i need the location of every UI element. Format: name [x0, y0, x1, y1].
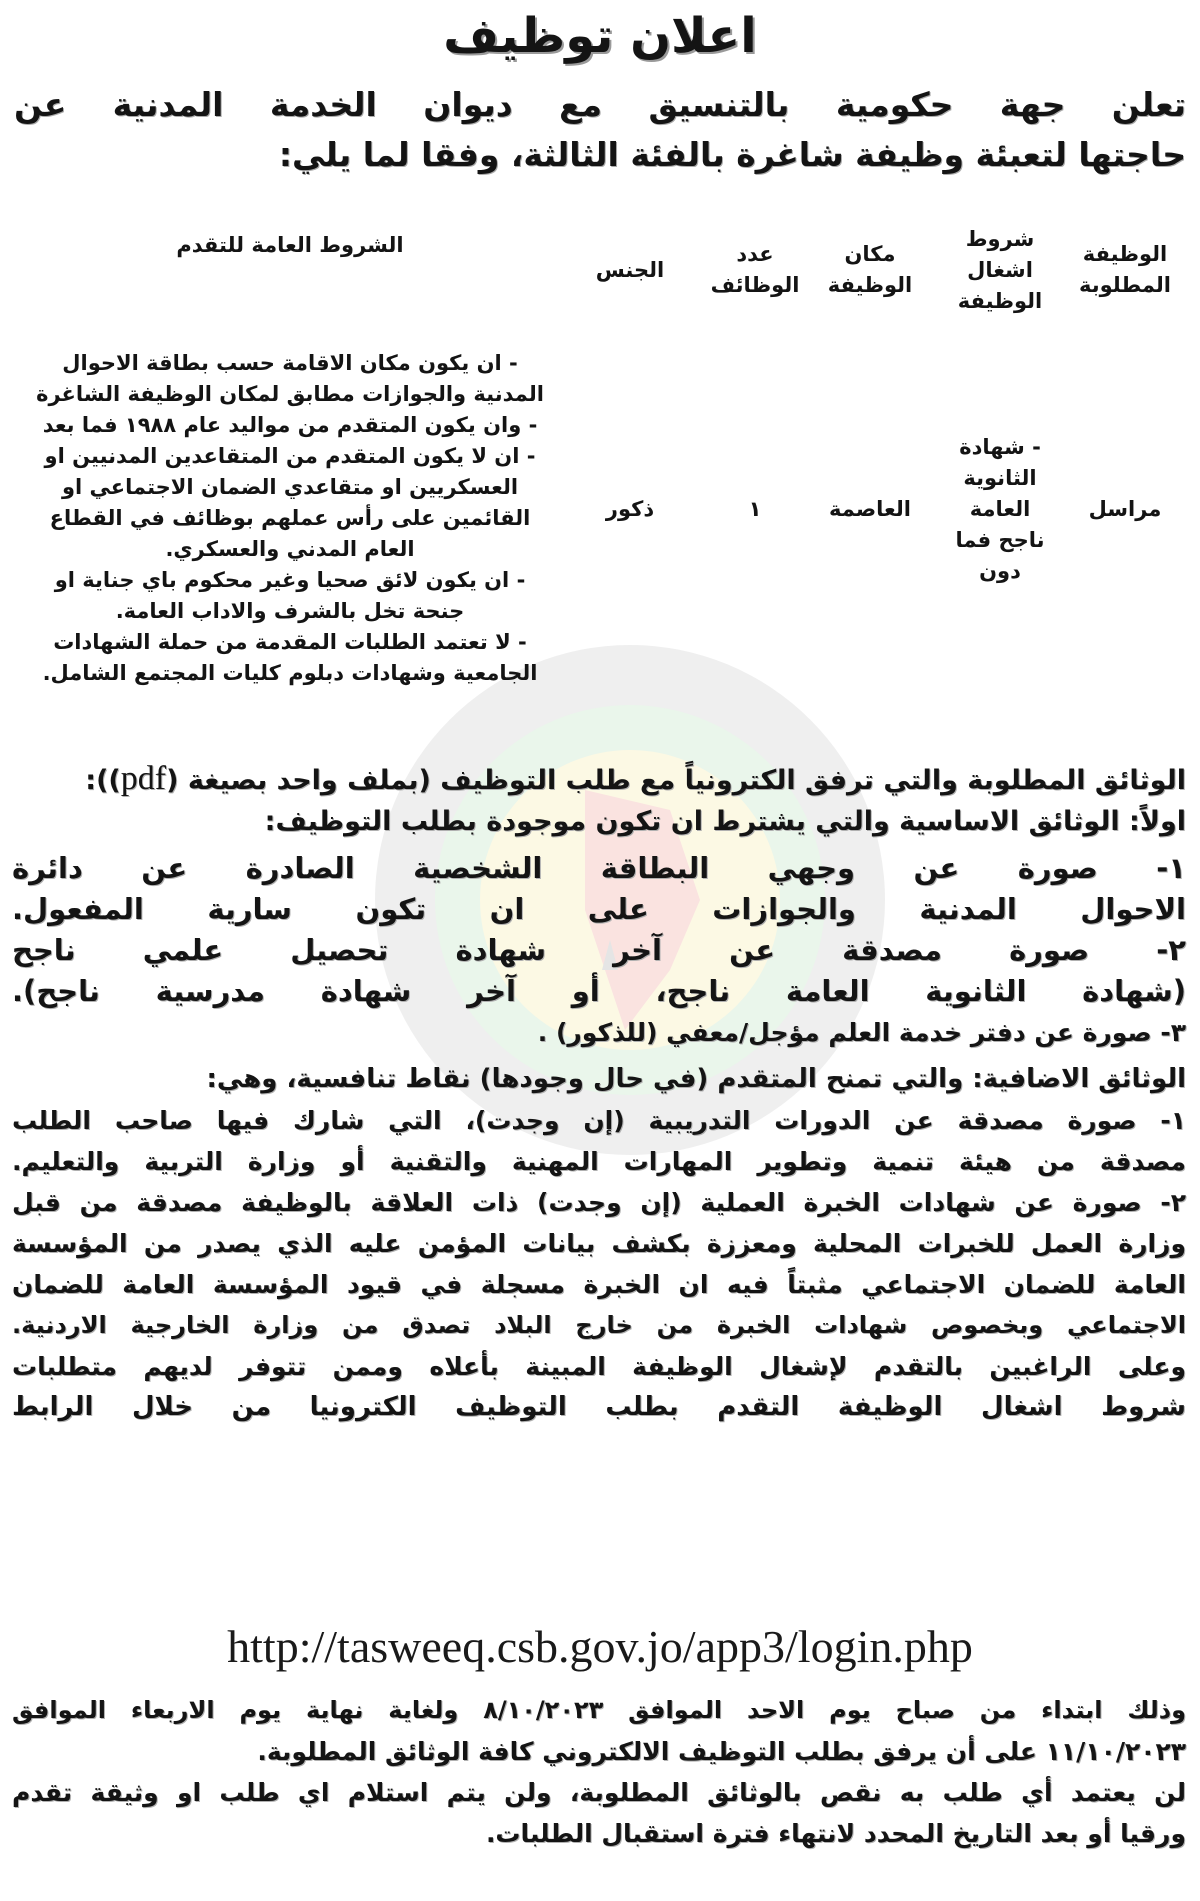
- header-count: عدد الوظائف: [710, 242, 800, 297]
- documents-heading-text: الوثائق المطلوبة والتي ترفق الكترونياً مع طلب التوظيف (بملف واحد بصيغة (: [166, 765, 1186, 796]
- cell-requirements: - شهادة الثانوية العامة ناجح فما دون: [955, 435, 1045, 583]
- header-gender: الجنس: [595, 257, 665, 282]
- basic-item-line: الاحوال المدنية والجوازات على ان تكون سارية المفعول.: [12, 892, 1186, 926]
- jobs-table: [20, 210, 1180, 689]
- table-row: [20, 330, 1180, 689]
- basic-item-line: (شهادة الثانوية العامة ناجح، أو آخر شهادة مدرسية ناجح).: [12, 974, 1186, 1008]
- period-line: وذلك ابتداء من صباح يوم الاحد الموافق ٨/١٠/٢٠٢٣ ولغاية نهاية يوم الاربعاء الموافق: [12, 1696, 1186, 1724]
- header-location: مكان الوظيفة: [827, 242, 913, 297]
- cell-location: العاصمة: [829, 497, 911, 521]
- pdf-format-label: pdf: [120, 760, 167, 797]
- basic-documents-heading: اولاً: الوثائق الاساسية والتي يشترط ان تكون موجودة بطلب التوظيف:: [264, 806, 1186, 837]
- header-job: الوظيفة المطلوبة: [1079, 242, 1171, 297]
- cell-gender: ذكور: [605, 497, 655, 521]
- table-header-row: [20, 210, 1180, 330]
- ad-title: اعلان توظيف: [443, 8, 757, 64]
- documents-heading-end: )):: [85, 765, 121, 796]
- apply-line: وعلى الراغبين بالتقدم لإشغال الوظيفة المبينة بأعلاه وممن تتوفر لديهم متطلبات: [12, 1352, 1186, 1381]
- documents-heading: [12, 758, 1186, 801]
- period-line: ١١/١٠/٢٠٢٣ على أن يرفق بطلب التوظيف الالكتروني كافة الوثائق المطلوبة.: [257, 1737, 1186, 1766]
- cell-count: ١: [748, 497, 762, 521]
- cell-general-conditions: [20, 330, 560, 689]
- additional-item-line: الاجتماعي وبخصوص شهادات الخبرة من خارج البلاد تصدق من وزارة الخارجية الاردنية.: [12, 1311, 1186, 1339]
- header-general-conditions: الشروط العامة للتقدم: [176, 233, 404, 257]
- header-requirements: شروط اشغال الوظيفة: [957, 226, 1043, 313]
- application-link[interactable]: http://tasweeq.csb.gov.jo/app3/login.php: [227, 1621, 973, 1672]
- warning-line: ورقيا أو بعد التاريخ المحدد لانتهاء فترة استقبال الطلبات.: [485, 1819, 1186, 1848]
- cell-job: مراسل: [1088, 497, 1162, 521]
- additional-item-line: مصدقة من هيئة تنمية وتطوير المهارات المهنية والتقنية أو وزارة التربية والتعليم.: [12, 1147, 1186, 1176]
- additional-documents-heading: الوثائق الاضافية: والتي تمنح المتقدم (في حال وجودها) نقاط تنافسية، وهي:: [206, 1064, 1186, 1094]
- condition-line: العام المدني والعسكري.: [165, 537, 415, 561]
- condition-line: - ان يكون مكان الاقامة حسب بطاقة الاحوال: [62, 351, 518, 375]
- additional-item-line: العامة للضمان الاجتماعي مثبتاً فيه ان الخبرة مسجلة في قيود المؤسسة العامة للضمان: [12, 1270, 1186, 1299]
- documents-section: [12, 758, 1186, 1428]
- basic-item-line: ٢- صورة مصدقة عن آخر شهادة تحصيل علمي ناجح: [12, 933, 1186, 967]
- intro-line: حاجتها لتعبئة وظيفة شاغرة بالفئة الثالثة، وفقا لما يلي:: [278, 135, 1186, 174]
- apply-line: شروط اشغال الوظيفة التقدم بطلب التوظيف الكترونيا من خلال الرابط: [12, 1392, 1186, 1422]
- condition-line: - ان يكون لائق صحيا وغير محكوم باي جناية او: [54, 568, 526, 592]
- basic-item-line: ١- صورة عن وجهي البطاقة الشخصية الصادرة عن دائرة: [12, 851, 1186, 885]
- condition-line: جنحة تخل بالشرف والاداب العامة.: [115, 599, 465, 623]
- additional-item-line: وزارة العمل للخبرات المحلية ومعززة بكشف بيانات المؤمن عليه الذي يصدر من المؤسسة: [12, 1229, 1186, 1258]
- condition-line: - ان لا يكون المتقدم من المتقاعدين المدنيين او: [44, 444, 536, 468]
- additional-item-line: ٢- صورة عن شهادات الخبرة العملية (إن وجدت) ذات العلاقة بالوظيفة مصدقة من قبل: [12, 1188, 1186, 1217]
- period-section: [12, 1690, 1186, 1854]
- condition-line: العسكريين او متقاعدي الضمان الاجتماعي او: [61, 475, 519, 499]
- condition-line: المدنية والجوازات مطابق لمكان الوظيفة الشاغرة: [36, 382, 544, 406]
- condition-line: الجامعية وشهادات دبلوم كليات المجتمع الشامل.: [42, 661, 538, 685]
- condition-line: - وان يكون المتقدم من مواليد عام ١٩٨٨ فما بعد: [42, 413, 538, 437]
- ad-intro: [14, 80, 1186, 180]
- basic-item-line: ٣- صورة عن دفتر خدمة العلم مؤجل/معفي (للذكور) .: [537, 1018, 1186, 1047]
- condition-line: القائمين على رأس عملهم بوظائف في القطاع: [49, 506, 531, 530]
- warning-line: لن يعتمد أي طلب به نقص بالوثائق المطلوبة، ولن يتم استلام اي طلب او وثيقة تقدم: [12, 1778, 1186, 1807]
- intro-line: تعلن جهة حكومية بالتنسيق مع ديوان الخدمة المدنية عن: [14, 85, 1186, 124]
- condition-line: - لا تعتمد الطلبات المقدمة من حملة الشهادات: [53, 630, 527, 654]
- additional-item-line: ١- صورة مصدقة عن الدورات التدريبية (إن وجدت)، التي شارك فيها صاحب الطلب: [12, 1106, 1186, 1135]
